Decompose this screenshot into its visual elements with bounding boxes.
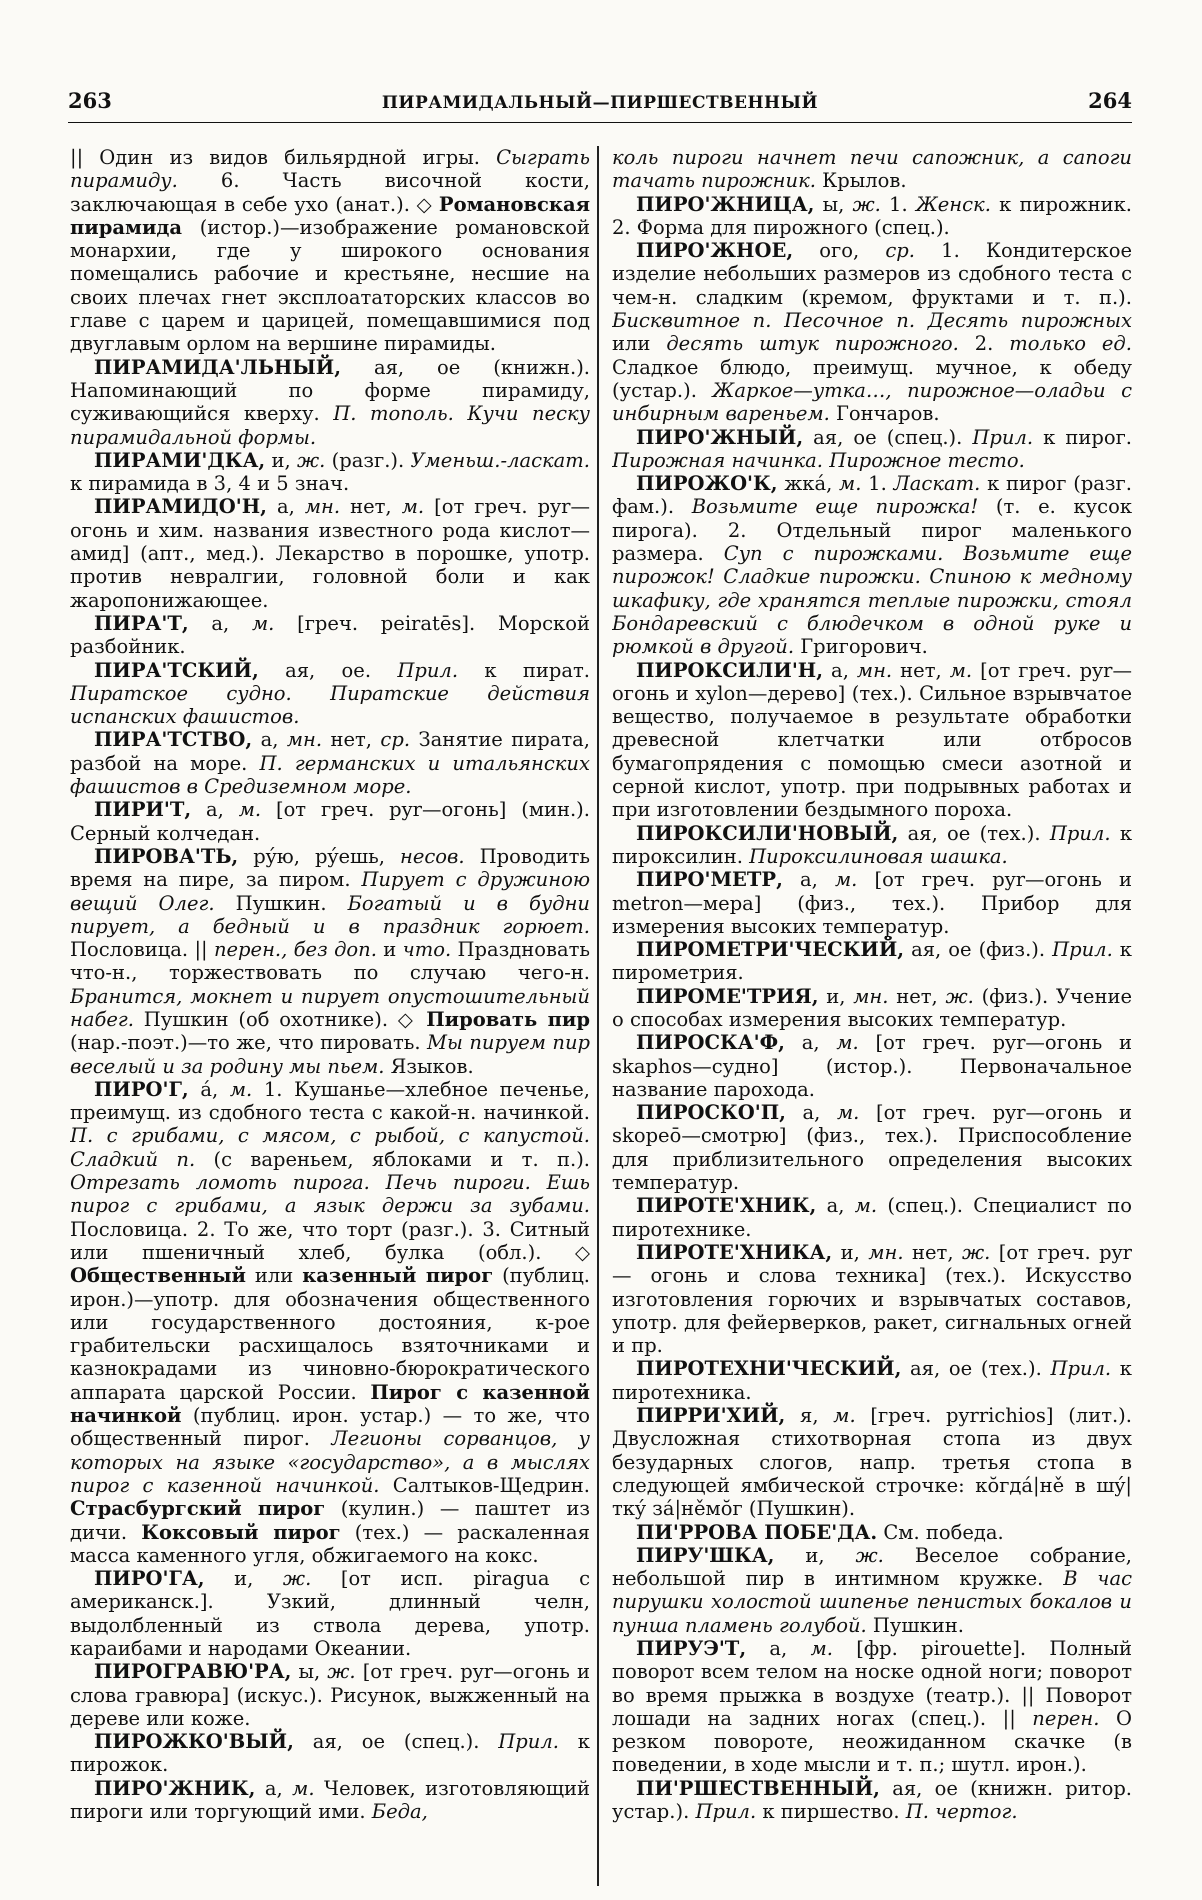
headword: Коксовый пирог bbox=[141, 1520, 341, 1544]
entry-text: О резком повороте, неожиданном скачке (в поведении, в ходе мысли и т. п.; шутл. ирон.). bbox=[612, 1706, 1132, 1777]
entry-text: а, bbox=[782, 868, 835, 892]
dictionary-entry bbox=[612, 868, 1132, 938]
entry-text: [от греч. pyr—огонь и skaphos—судно] (истор.). Первоначальное название парохода. bbox=[612, 1031, 1132, 1101]
entry-text: а, bbox=[746, 1637, 811, 1660]
italic-text: м. bbox=[836, 1031, 859, 1055]
left-column bbox=[70, 146, 590, 1886]
italic-text: м. bbox=[238, 798, 262, 822]
entry-text: (разг.). bbox=[325, 448, 411, 472]
entry-text: á, bbox=[188, 1077, 230, 1101]
dictionary-entry bbox=[612, 1031, 1132, 1101]
dictionary-entry bbox=[612, 985, 1132, 1032]
entry-text: (физ.). Учение о способах измерения высоких температур. bbox=[612, 984, 1132, 1031]
dictionary-entry bbox=[70, 798, 590, 845]
headword: ПИРА'Т, bbox=[94, 611, 189, 635]
right-column bbox=[612, 146, 1132, 1886]
italic-text: ср. bbox=[885, 239, 915, 263]
headword: ПИРО'Г, bbox=[94, 1077, 189, 1101]
headword: ПИРАМИДО'Н, bbox=[94, 495, 267, 519]
dictionary-entry bbox=[70, 449, 590, 496]
entry-text: [от греч. pyr—огонь и metron—мера] (физ., тех.). Прибор для измерения высоких температур. bbox=[612, 868, 1132, 938]
italic-text: Прил. bbox=[695, 1800, 757, 1824]
entry-text: Пословица. 2. То же, что торт (разг.). 3. Ситный или пшеничный хлеб, булка (обл.). ◇ bbox=[70, 1217, 590, 1264]
entry-text: || Один из видов бильярдной игры. bbox=[70, 146, 497, 169]
headword: ПИРОСКА'Ф, bbox=[636, 1031, 785, 1055]
headword: ПИРО'ЖНИК, bbox=[94, 1776, 256, 1800]
entry-text: Пушкин (об охотнике). ◇ bbox=[133, 1007, 427, 1031]
entry-text: Салтыков-Щедрин. bbox=[379, 1473, 590, 1497]
italic-text: мн. bbox=[304, 495, 341, 519]
entry-text: и, bbox=[818, 984, 854, 1008]
entry-text: [фр. pirouette]. Полный поворот всем телом на носке одной ноги; поворот во время прыжка в воздухе (театр.). || Поворот лошади на задних ногах (спец.). || bbox=[612, 1637, 1132, 1730]
entry-text: [от греч. pyr—огонь] (мин.). Серный колчедан. bbox=[70, 798, 590, 845]
italic-text: что. bbox=[402, 938, 452, 962]
entry-text: 1. bbox=[861, 472, 894, 496]
entry-text: (спец.). Специалист по пиротехнике. bbox=[612, 1194, 1132, 1241]
italic-text: Уменьш.-ласкат. bbox=[410, 448, 590, 472]
headword: ПИРИ'Т, bbox=[94, 798, 192, 822]
entry-text: Языков. bbox=[384, 1054, 474, 1078]
entry-text: к пиршество. bbox=[756, 1800, 906, 1824]
italic-text: перен. bbox=[1032, 1706, 1100, 1730]
italic-text: Жаркое—утка…, пирожное—оладьи с инбирным вареньем. bbox=[612, 378, 1132, 426]
headword: ПИРАМИ'ДКА, bbox=[94, 448, 266, 472]
italic-text: ж. bbox=[296, 448, 326, 472]
italic-text: м. bbox=[229, 1077, 253, 1101]
entry-text: а, bbox=[191, 798, 239, 822]
italic-text: м. bbox=[854, 1194, 878, 1218]
entry-text: 1. Кондитерское изделие небольших размеров из сдобного теста с чем-н. сладким (кремом, фруктами и т. п.). bbox=[612, 239, 1132, 309]
italic-text: П. тополь. Кучи песку пирамидальной формы. bbox=[70, 402, 590, 449]
dictionary-entry bbox=[612, 426, 1132, 473]
italic-text: Женск. bbox=[915, 192, 991, 216]
italic-text: ж. bbox=[945, 984, 974, 1008]
dictionary-entry bbox=[612, 659, 1132, 822]
italic-text: Пироксилиновая шашка. bbox=[749, 844, 1008, 868]
italic-text: П. германских и итальянских фашистов в Средиземном море. bbox=[70, 751, 590, 799]
headword: ПИРО'МЕТР, bbox=[636, 868, 783, 892]
entry-text: [греч. pyrrichios] (лит.). Двусложная стихотворная стопа из двух безударных слогов, напр. третья стопа в следующей ямбической строчке: кŏгдá|нě в шý|ткý зá|нěмŏг (Пушкин). bbox=[612, 1404, 1132, 1521]
entry-text: или bbox=[612, 332, 667, 356]
entry-text: нет, bbox=[903, 1240, 962, 1264]
italic-text: Сыграть пирамиду. bbox=[70, 146, 590, 193]
entry-text: (публиц. ирон. устар.) — то же, что общественный пирог. bbox=[70, 1404, 590, 1451]
italic-text: Прил. bbox=[1052, 938, 1113, 962]
headword: ПИРОТЕ'ХНИК, bbox=[636, 1194, 817, 1218]
dictionary-entry bbox=[70, 728, 590, 798]
italic-text: Пиратское судно. Пиратские действия испанских фашистов. bbox=[70, 681, 590, 729]
entry-text: (тех.) — раскаленная масса каменного угля, обжигаемого на кокс. bbox=[70, 1520, 590, 1567]
dictionary-entry bbox=[70, 1730, 590, 1777]
entry-text: к пиротехника. bbox=[612, 1357, 1132, 1404]
italic-text: несов. bbox=[400, 844, 465, 868]
left-page-number: 263 bbox=[68, 88, 112, 113]
headword: ПИРОКСИЛИ'НОВЫЙ, bbox=[636, 821, 899, 845]
italic-text: В час пирушки холостой шипенье пенистых бокалов и пунша пламень голубой. bbox=[612, 1567, 1132, 1637]
headword: ПИ'РРОВА ПОБЕ'ДА. bbox=[636, 1520, 878, 1544]
dictionary-entry bbox=[612, 1637, 1132, 1777]
entry-text: 2. bbox=[958, 332, 1010, 356]
dictionary-entry bbox=[70, 1567, 590, 1660]
italic-text: Мы пируем пир веселый и за родину мы пьем. bbox=[70, 1031, 590, 1078]
italic-text: м. bbox=[251, 611, 275, 635]
entry-text: ая, ое (спец.). bbox=[803, 425, 973, 449]
entry-text: (истор.)—изображение романовской монархии, где у широкого основания помещались рабочие и крестьяне, несшие на своих плечах гнет эксплоататорских классов во главе с царем и царицей, помещавшимися под двуглавым орлом на вершине пирамиды. bbox=[70, 215, 590, 356]
headword: ПИРОТЕ'ХНИКА, bbox=[636, 1240, 833, 1264]
entry-text: нет, bbox=[892, 658, 950, 682]
entry-text: [от исп. piragua с американск.]. Узкий, длинный челн, выдолбленный из ствола дерева, употр. караибами и народами Океании. bbox=[70, 1567, 590, 1660]
italic-text: мн. bbox=[853, 984, 889, 1008]
entry-continuation bbox=[70, 146, 590, 356]
entry-text: ая, ое (книжн.). Напоминающий по форме пирамиду, суживающийся кверху. bbox=[70, 355, 590, 426]
headword: ПИРОМЕ'ТРИЯ, bbox=[636, 984, 819, 1008]
italic-text: ж. bbox=[282, 1567, 312, 1591]
entry-text: к пирожник. 2. Форма для пирожного (спец.). bbox=[612, 192, 1132, 239]
italic-text: Легионы сорванцов, у которых на языке «государство», а в мыслях пирог с казенной начинкой. bbox=[70, 1427, 590, 1497]
headword: ПИРА'ТСТВО, bbox=[94, 728, 253, 752]
right-page-number: 264 bbox=[1088, 88, 1132, 113]
entry-text: и, bbox=[204, 1567, 283, 1591]
dictionary-entry bbox=[70, 845, 590, 1078]
entry-text: к пирожок. bbox=[70, 1730, 590, 1777]
entry-text: а, bbox=[266, 495, 305, 519]
italic-text: Прил. bbox=[397, 658, 459, 682]
entry-text: [от греч. pyr — огонь и слова техника] (тех.). Искусство изготовления горючих и взрывчатых составов, употр. для фейерверков, ракет, сигнальных огней и пр. bbox=[612, 1240, 1132, 1358]
entry-text: 6. Часть височной кости, заключающая в себе ухо (анат.). ◇ bbox=[70, 169, 590, 216]
italic-text: мн. bbox=[856, 658, 893, 682]
entry-text: (т. е. кусок пирога). 2. Отдельный пирог маленького размера. bbox=[612, 495, 1132, 566]
entry-text: (публиц. ирон.)—употр. для обозначения общественного или государственного достояния, к-рое грабительски расхищалось взяточниками и казнокрадами из чиновно-бюрократического аппарата царской России. bbox=[70, 1264, 590, 1404]
dictionary-entry bbox=[70, 356, 590, 449]
entry-text: нет, bbox=[340, 495, 402, 519]
italic-text: Бисквитное п. Песочное п. Десять пирожных bbox=[612, 309, 1132, 333]
headword: Пировать пир bbox=[426, 1007, 590, 1031]
entry-text: нет, bbox=[888, 984, 946, 1008]
entry-text: Сладкое блюдо, преимущ. мучное, к обеду (устар.). bbox=[612, 355, 1132, 402]
entry-text: ая, ое (тех.). bbox=[898, 821, 1050, 845]
entry-text: а, bbox=[784, 1031, 837, 1055]
headword: ПИРОТЕХНИ'ЧЕСКИЙ, bbox=[636, 1357, 902, 1381]
headword: ПИРАМИДА'ЛЬНЫЙ, bbox=[94, 355, 341, 379]
italic-text: Прил. bbox=[1049, 821, 1111, 845]
dictionary-entry bbox=[612, 1544, 1132, 1637]
entry-text: Пословица. || bbox=[70, 938, 214, 962]
entry-text: а, bbox=[823, 658, 857, 682]
italic-text: П. с грибами, с мясом, с рыбой, с капустой. Сладкий п. bbox=[70, 1124, 590, 1171]
italic-text: м. bbox=[833, 1404, 856, 1428]
italic-text: П. чертог. bbox=[905, 1800, 1018, 1824]
headword: Пирог с казенной начинкой bbox=[70, 1380, 590, 1428]
italic-text: м. bbox=[834, 868, 858, 892]
headword: ПИРУ'ШКА, bbox=[636, 1543, 775, 1567]
entry-text: Человек, изготовляющий пироги или торгующий ими. bbox=[70, 1776, 590, 1824]
entry-text: рýю, рýешь, bbox=[238, 844, 400, 868]
column-divider bbox=[597, 146, 599, 1886]
italic-text: мн. bbox=[286, 728, 323, 752]
entry-text: Пушкин. bbox=[866, 1613, 964, 1637]
entry-text: Пушкин. bbox=[214, 891, 348, 915]
dictionary-entry bbox=[612, 822, 1132, 869]
headword: ПИ'РШЕСТВЕННЫЙ, bbox=[636, 1776, 880, 1800]
entry-text: и, bbox=[832, 1240, 869, 1264]
italic-text: Возьмите еще пирожка! bbox=[691, 495, 979, 519]
italic-text: м. bbox=[949, 658, 973, 682]
entry-text: я, bbox=[785, 1404, 834, 1428]
entry-text: к пирометрия. bbox=[612, 938, 1132, 985]
entry-text: ая, ое (физ.). bbox=[904, 938, 1053, 962]
entry-text: или bbox=[245, 1264, 303, 1288]
italic-text: Пирует с дружиною вещий Олег. bbox=[70, 868, 590, 915]
italic-text: Беда, bbox=[371, 1800, 428, 1824]
headword: Общественный bbox=[70, 1264, 246, 1288]
running-title: ПИРАМИДАЛЬНЫЙ—ПИРШЕСТВЕННЫЙ bbox=[381, 93, 819, 113]
headword: ПИРО'ГА, bbox=[94, 1567, 205, 1591]
dictionary-entry bbox=[70, 612, 590, 659]
headword: ПИРОГРАВЮ'РА, bbox=[94, 1660, 292, 1684]
headword: ПИРОЖКО'ВЫЙ, bbox=[94, 1730, 294, 1754]
italic-text: Бранится, мокнет и пирует опустошительный набег. bbox=[70, 984, 590, 1031]
italic-text: ж. bbox=[855, 1543, 884, 1567]
dictionary-entry bbox=[612, 239, 1132, 425]
entry-continuation bbox=[612, 146, 1132, 193]
entry-text: (кулин.) — паштет из дичи. bbox=[70, 1497, 590, 1544]
dictionary-entry bbox=[612, 472, 1132, 658]
entry-text: Проводить время на пире, за пиром. bbox=[70, 844, 590, 892]
dictionary-entry bbox=[70, 1777, 590, 1824]
entry-text: к пирамида в 3, 4 и 5 знач. bbox=[70, 472, 350, 496]
entry-text: к пироксилин. bbox=[612, 821, 1132, 868]
entry-text: жкá, bbox=[777, 472, 840, 496]
italic-text: только ед. bbox=[1009, 332, 1132, 356]
headword: ПИРУЭ'Т, bbox=[636, 1637, 747, 1660]
headword: ПИРОМЕТРИ'ЧЕСКИЙ, bbox=[636, 938, 905, 962]
italic-text: Пирожная начинка. Пирожное тесто. bbox=[612, 448, 1025, 472]
headword: ПИРОКСИЛИ'Н, bbox=[636, 658, 824, 682]
italic-text: Прил. bbox=[972, 425, 1034, 449]
headword: Страсбургский пирог bbox=[70, 1497, 326, 1521]
headword: ПИРА'ТСКИЙ, bbox=[94, 658, 259, 682]
entry-text: к пирог. bbox=[1033, 425, 1132, 449]
entry-text: Веселое собрание, небольшой пир в интимном кружке. bbox=[612, 1543, 1132, 1591]
entry-text: (с вареньем, яблоками и т. п.). bbox=[195, 1147, 590, 1171]
dictionary-entry bbox=[612, 1521, 1132, 1544]
headword: ПИРО'ЖНОЕ, bbox=[636, 239, 794, 263]
entry-text: а, bbox=[255, 1776, 293, 1800]
dictionary-entry bbox=[612, 1357, 1132, 1404]
entry-text: Григорович. bbox=[794, 635, 928, 659]
headword: ПИРРИ'ХИЙ, bbox=[636, 1404, 786, 1428]
dictionary-entry bbox=[612, 1404, 1132, 1520]
italic-text: Отрезать ломоть пирога. Печь пироги. Ешь пирог с грибами, а язык держи за зубами. bbox=[70, 1171, 590, 1218]
italic-text: м. bbox=[839, 472, 862, 496]
dictionary-entry bbox=[70, 1078, 590, 1567]
italic-text: ж. bbox=[852, 192, 881, 216]
entry-text: а, bbox=[785, 1101, 837, 1125]
entry-text: ая, ое (книжн. ритор. устар.). bbox=[612, 1776, 1132, 1824]
italic-text: Прил. bbox=[1050, 1357, 1112, 1381]
entry-text: ая, ое (тех.). bbox=[901, 1357, 1051, 1381]
entry-text: 1. Кушанье—хлебное печенье, преимущ. из сдобного теста с какой-н. начинкой. bbox=[70, 1077, 590, 1125]
italic-text: м. bbox=[292, 1776, 315, 1800]
italic-text: м. bbox=[810, 1637, 833, 1660]
entry-text: ы, bbox=[291, 1660, 328, 1684]
dictionary-entry bbox=[612, 938, 1132, 985]
entry-text: ого, bbox=[793, 239, 886, 263]
italic-text: Ласкат. bbox=[893, 472, 981, 496]
entry-text: 1. bbox=[880, 192, 916, 216]
entry-text: а, bbox=[816, 1194, 855, 1218]
page-header bbox=[68, 88, 1132, 123]
entry-text: к пирог (разг. фам.). bbox=[612, 472, 1132, 519]
entry-text: ая, ое. bbox=[258, 658, 398, 682]
italic-text: ж. bbox=[961, 1240, 991, 1264]
headword: ПИРО'ЖНЫЙ, bbox=[636, 425, 804, 449]
entry-text: и, bbox=[265, 448, 297, 472]
dictionary-entry bbox=[612, 1101, 1132, 1194]
italic-text: коль пироги начнет печи сапожник, а сапоги тачать пирожник. bbox=[612, 146, 1132, 193]
dictionary-entry bbox=[70, 659, 590, 729]
entry-text: а, bbox=[252, 728, 287, 752]
headword: ПИРОЖО'К, bbox=[636, 472, 778, 496]
headword: ПИРОСКО'П, bbox=[636, 1101, 786, 1125]
entry-text: ы, bbox=[814, 192, 853, 216]
entry-text: [греч. peiratēs]. Морской разбойник. bbox=[70, 611, 590, 659]
headword: ПИРО'ЖНИЦА, bbox=[636, 192, 815, 216]
entry-text: к пират. bbox=[458, 658, 590, 682]
entry-text: нет, bbox=[322, 728, 381, 752]
dictionary-entry bbox=[70, 1660, 590, 1730]
dictionary-entry bbox=[612, 193, 1132, 240]
entry-text: и, bbox=[774, 1543, 856, 1567]
entry-text: и bbox=[376, 938, 403, 962]
dictionary-entry bbox=[70, 495, 590, 611]
italic-text: Прил. bbox=[498, 1730, 559, 1754]
entry-text: [от греч. pyr—огонь и слова гравюра] (искус.). Рисунок, выжженный на дереве или коже. bbox=[70, 1660, 590, 1730]
entry-text: Гончаров. bbox=[829, 402, 940, 426]
entry-text: [от греч. pyr—огонь и хим. названия известного рода кислот—амид] (апт., мед.). Лекарство в порошке, употр. против невралгии, головной боли и как жаропонижающее. bbox=[70, 495, 590, 612]
italic-text: десять штук пирожного. bbox=[666, 332, 959, 356]
italic-text: м. bbox=[837, 1101, 860, 1125]
italic-text: м. bbox=[401, 495, 425, 519]
entry-text: а, bbox=[188, 611, 252, 635]
dictionary-entry bbox=[612, 1777, 1132, 1824]
headword: казенный пирог bbox=[302, 1264, 494, 1288]
headword: ПИРОВА'ТЬ, bbox=[94, 844, 239, 868]
entry-text: [от греч. pyr—огонь и xylon—дерево] (тех.). Сильное взрывчатое вещество, получаемое в результате обработки древесной клетчатки или отбросов бумагопрядения с помощью смеси азотной и серной кислот, употр. при подрывных работах и при изготовлении бездымного пороха. bbox=[612, 658, 1132, 822]
entry-text: Занятие пирата, разбой на море. bbox=[70, 728, 590, 775]
entry-text: (нар.-поэт.)—то же, что пировать. bbox=[70, 1031, 428, 1055]
italic-text: Богатый и в будни пирует, а бедный и в праздник горюет. bbox=[70, 891, 590, 938]
italic-text: ж. bbox=[327, 1660, 356, 1684]
italic-text: мн. bbox=[868, 1240, 904, 1264]
entry-text: Праздновать что-н., торжествовать по случаю чего-н. bbox=[70, 938, 590, 985]
entry-text: [от греч. pyr—огонь и skopeō—смотрю] (физ., тех.). Приспособление для приблизительного определения высоких температур. bbox=[612, 1101, 1132, 1195]
dictionary-entry bbox=[612, 1194, 1132, 1241]
entry-text: ая, ое (спец.). bbox=[293, 1730, 499, 1754]
italic-text: ср. bbox=[380, 728, 411, 752]
italic-text: Суп с пирожками. Возьмите еще пирожок! Сладкие пирожки. Спиною к медному шкафику, где хранятся теплые пирожки, стоял Бондаревский с блюдечком в одной руке и рюмкой в другой. bbox=[612, 542, 1132, 659]
dictionary-entry bbox=[612, 1241, 1132, 1357]
entry-text: См. победа. bbox=[877, 1520, 1004, 1544]
entry-text: Крылов. bbox=[815, 169, 907, 193]
headword: Романовская пирамида bbox=[70, 192, 590, 239]
italic-text: перен., без доп. bbox=[213, 938, 377, 962]
